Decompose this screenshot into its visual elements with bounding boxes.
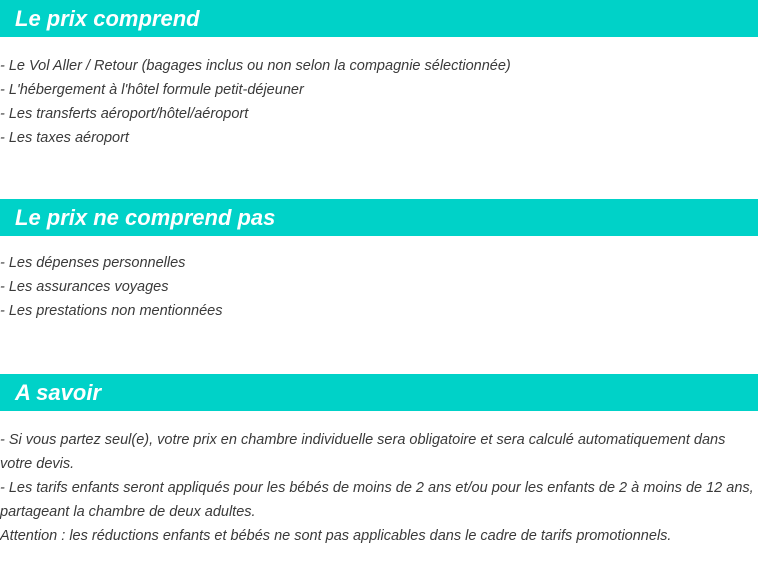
included-item: - Les transferts aéroport/hôtel/aéroport bbox=[0, 106, 249, 122]
info-item: - Les tarifs enfants seront appliqués pour les bébés de moins de 2 ans et/ou pour les enfants de 2 à moins de 12 ans, partageant la chambre de deux adultes. bbox=[0, 480, 754, 520]
info-heading: A savoir bbox=[0, 374, 758, 411]
included-section bbox=[0, 0, 758, 150]
excluded-section bbox=[0, 199, 758, 323]
excluded-item: - Les prestations non mentionnées bbox=[0, 303, 223, 319]
included-item: - L'hébergement à l'hôtel formule petit-déjeuner bbox=[0, 82, 304, 98]
included-item: - Le Vol Aller / Retour (bagages inclus ou non selon la compagnie sélectionnée) bbox=[0, 58, 511, 74]
info-item: - Si vous partez seul(e), votre prix en chambre individuelle sera obligatoire et sera calculé automatiquement dans votre devis. bbox=[0, 432, 726, 472]
info-list bbox=[0, 428, 758, 548]
excluded-item: - Les assurances voyages bbox=[0, 279, 169, 295]
excluded-heading: Le prix ne comprend pas bbox=[0, 199, 758, 236]
included-item: - Les taxes aéroport bbox=[0, 130, 129, 146]
excluded-item: - Les dépenses personnelles bbox=[0, 255, 186, 271]
info-item: Attention : les réductions enfants et bébés ne sont pas applicables dans le cadre de tarifs promotionnels. bbox=[0, 528, 672, 544]
info-section bbox=[0, 374, 758, 548]
excluded-list bbox=[0, 251, 758, 323]
included-list bbox=[0, 54, 758, 150]
included-heading: Le prix comprend bbox=[0, 0, 758, 37]
